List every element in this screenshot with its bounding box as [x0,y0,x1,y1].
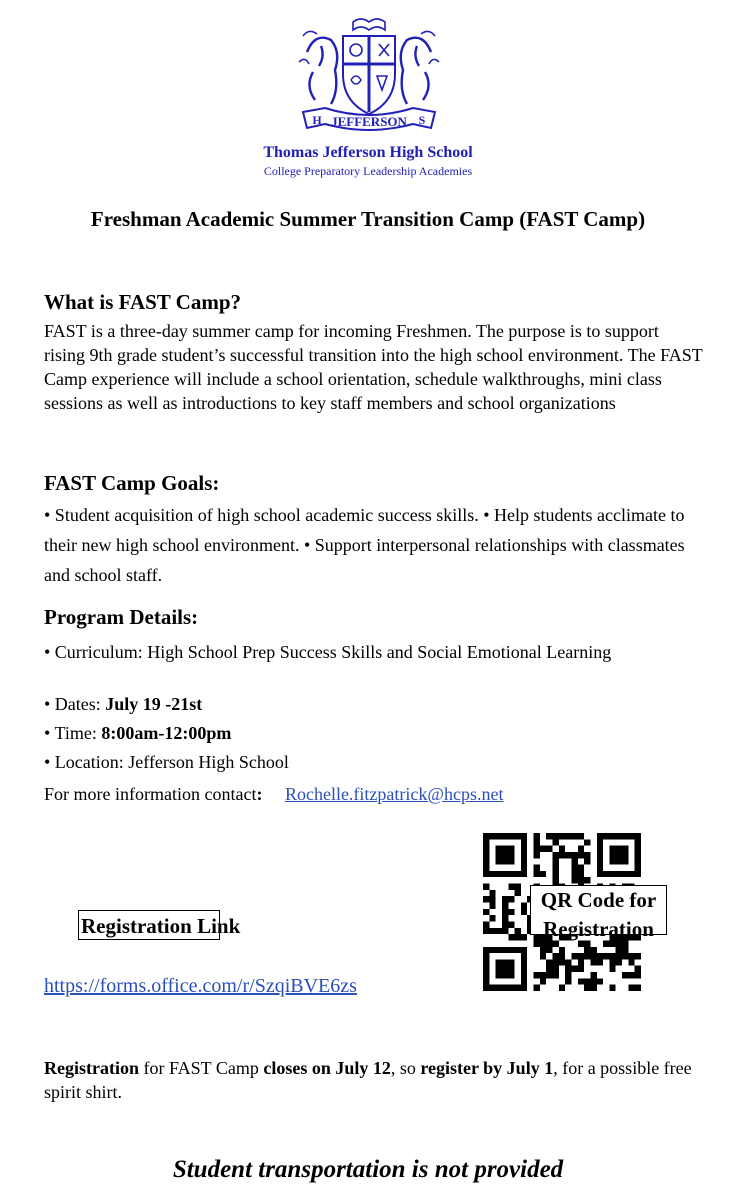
school-name: Thomas Jefferson High School [263,144,473,161]
dates-item [44,694,202,715]
what-heading: What is FAST Camp? [44,290,242,314]
closing-registration: Registration [44,1058,139,1078]
transportation-notice: Student transportation is not provided [172,1156,564,1183]
crest-letter-h: H [312,113,322,127]
contact-line [44,784,503,805]
school-subtitle: College Preparatory Leadership Academies [263,164,473,178]
registration-label: Registration Link [81,914,241,938]
goals-heading: FAST Camp Goals: [44,471,220,495]
closing-text-3: , for a possible free spirit shirt. [44,1058,692,1102]
closing-note [44,1056,704,1104]
crest-banner-text: JEFFERSON [331,114,407,129]
closing-register-by: register by July 1 [420,1058,554,1078]
dates-label: • Dates: [44,694,106,714]
qr-code-label: QR Code for Registration [540,888,657,941]
contact-email-link[interactable]: Rochelle.fitzpatrick@hcps.net [284,784,504,804]
school-crest-logo [295,12,443,140]
crest-letter-s: S [418,113,426,127]
page-title: Freshman Academic Summer Transition Camp (FAST Camp) [90,207,646,231]
dates-value: July 19 -21st [105,694,203,714]
registration-link[interactable]: https://forms.office.com/r/SzqiBVE6zs [44,975,357,997]
contact-colon: : [256,784,263,804]
location-item: • Location: Jefferson High School [44,752,289,772]
time-value: 8:00am-12:00pm [101,723,232,743]
time-label: • Time: [44,723,102,743]
contact-label: For more information contact [44,784,257,804]
curriculum-item: • Curriculum: High School Prep Success Skills and Social Emotional Learning [44,642,612,662]
closing-deadline: closes on July 12 [263,1058,391,1078]
time-item [44,723,231,744]
program-heading: Program Details: [44,605,199,629]
goals-body: • Student acquisition of high school academic success skills. • Help students acclimate to their new high school environment. • Support interpersonal relationships with classmates and school staff. [44,505,685,585]
what-body: FAST is a three-day summer camp for incoming Freshmen. The purpose is to support rising 9th grade student’s successful transition into the high school environment. The FAST Camp experience will include a school orientation, schedule walkthroughs, mini class sessions as well as introductions to key staff members and school organizations [44,321,703,413]
closing-text-1: for FAST Camp [138,1058,264,1078]
closing-text-2: , so [390,1058,421,1078]
